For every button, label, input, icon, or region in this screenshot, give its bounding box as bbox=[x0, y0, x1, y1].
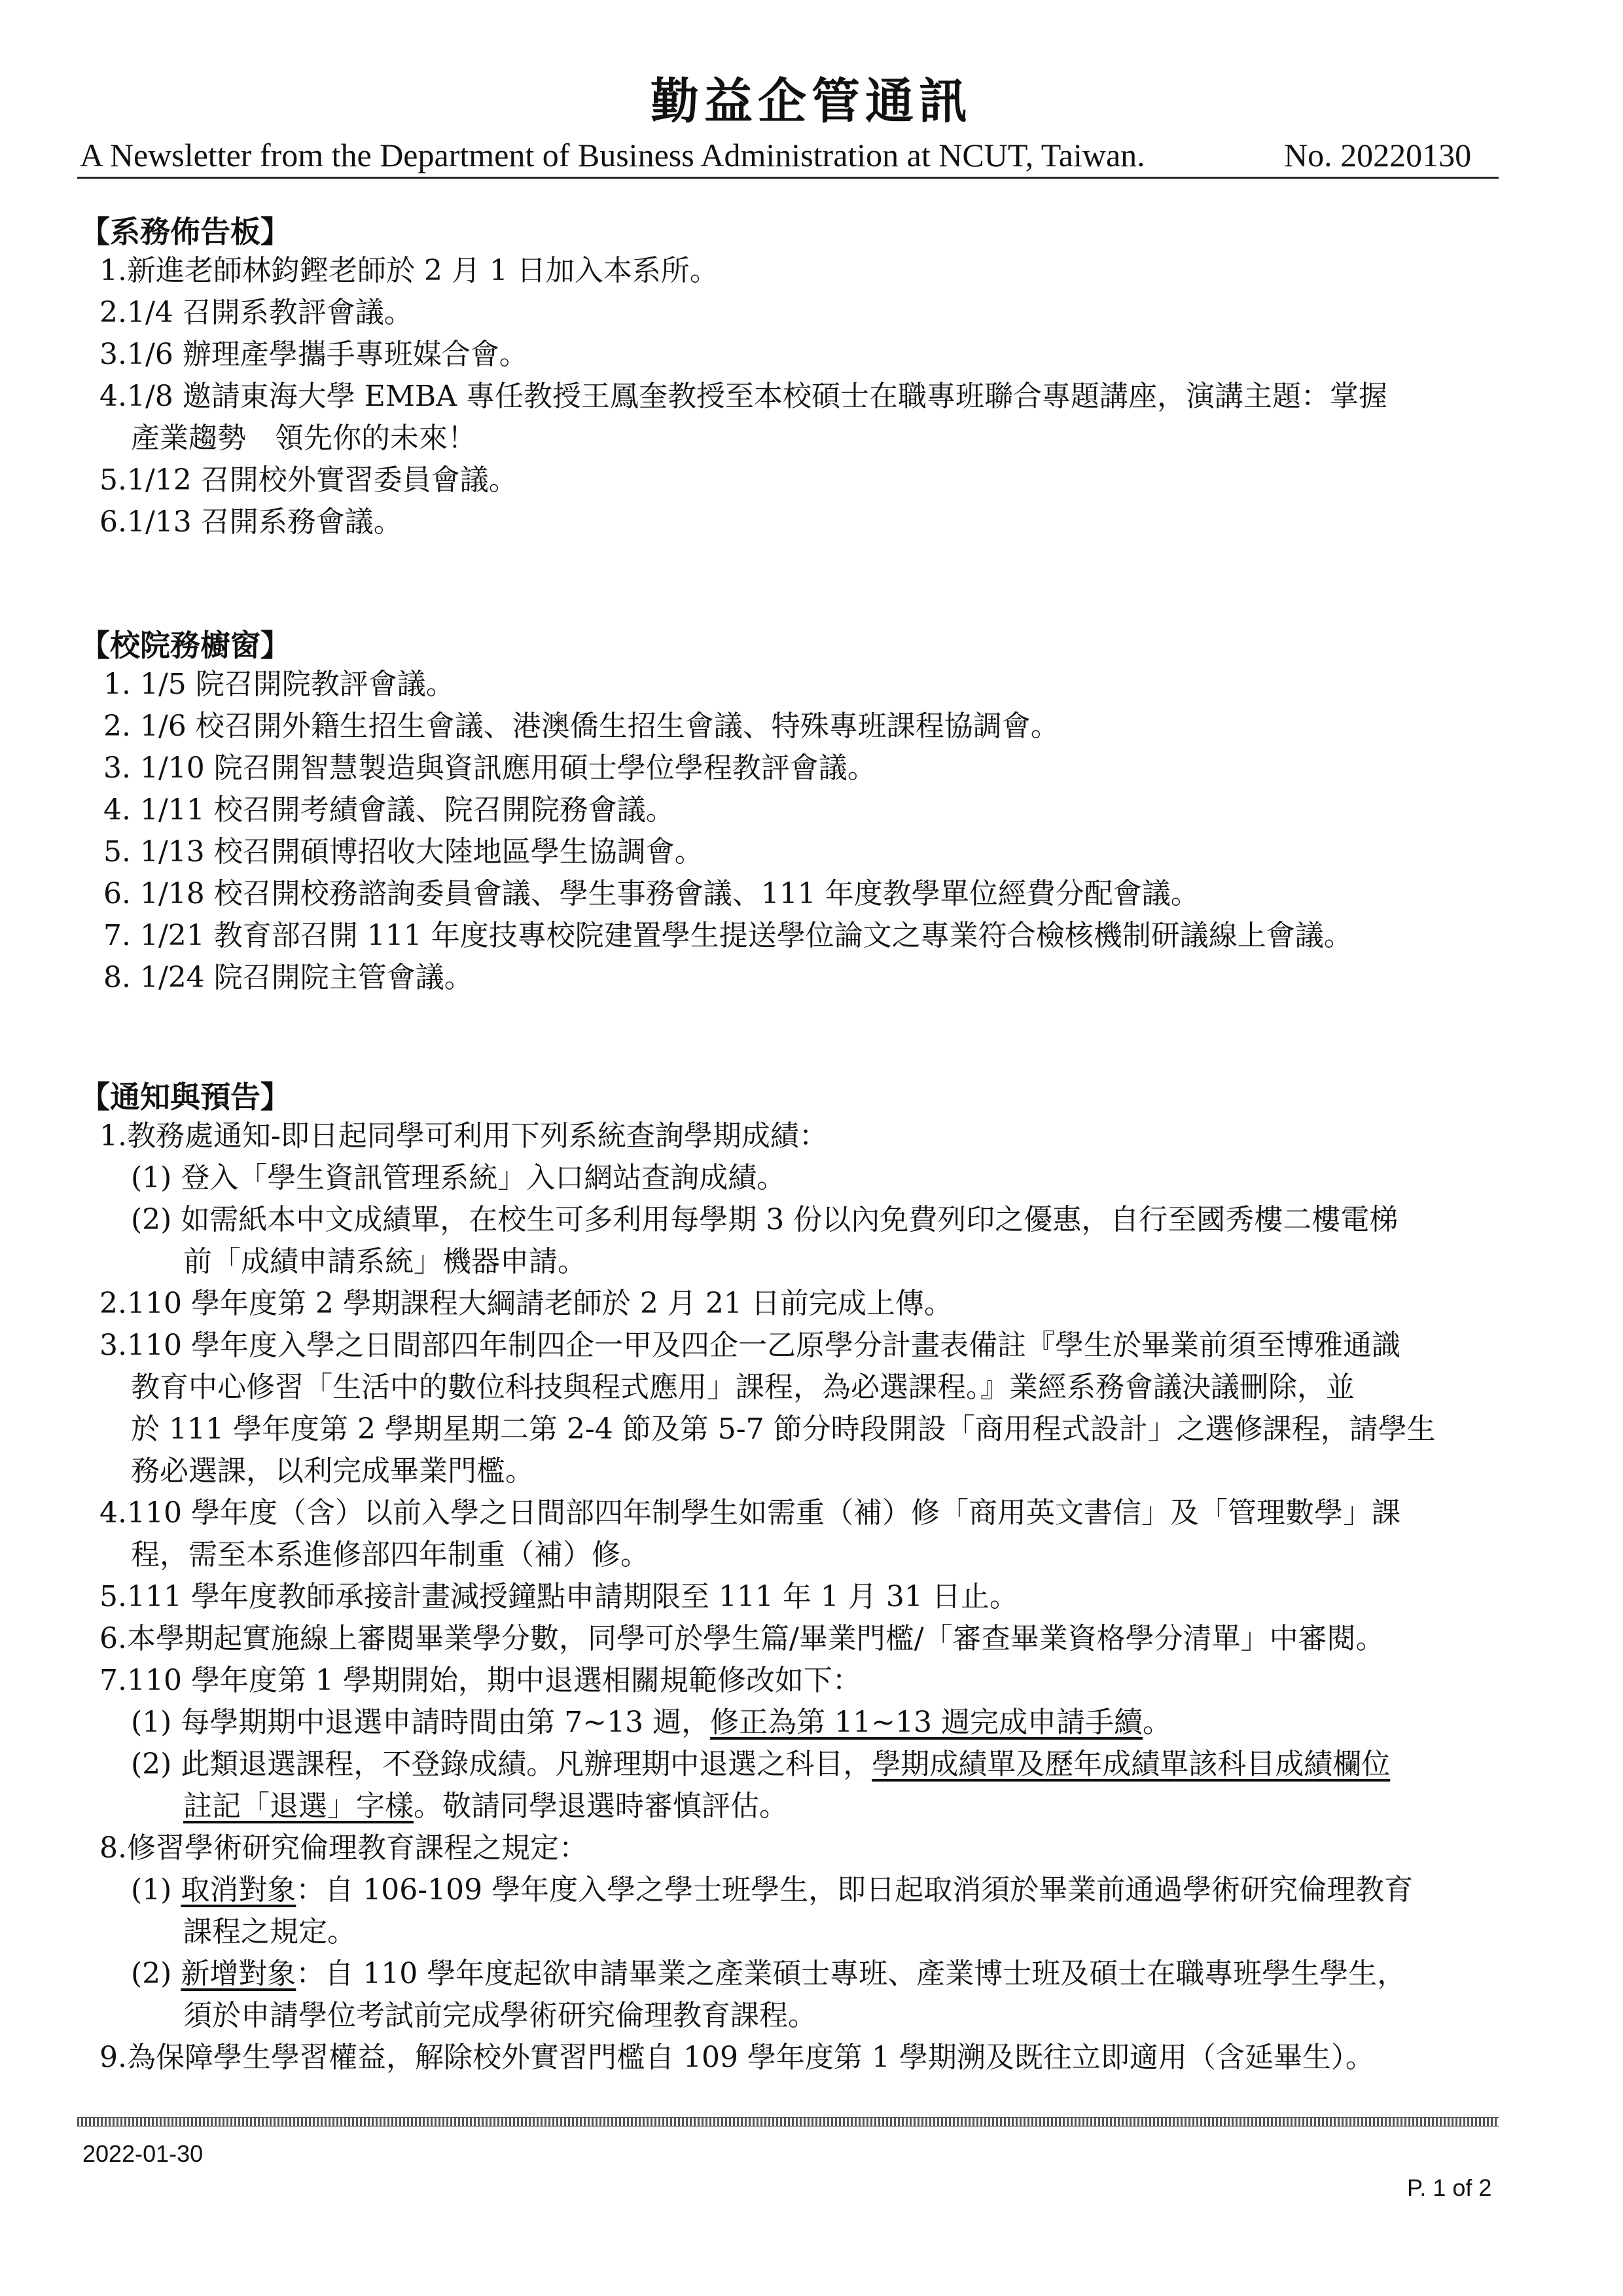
section-heading-dept: 【系務佈告板】 bbox=[80, 214, 291, 249]
school-item-1: 1. 1/5 院召開院教評會議。 bbox=[103, 668, 455, 701]
footer-date: 2022-01-30 bbox=[82, 2140, 204, 2167]
notice-item-7-sub-1-underlined: 修正為第 11~13 週完成申請手續 bbox=[710, 1706, 1143, 1739]
notice-item-8-sub-1-cont: 課程之規定。 bbox=[183, 1915, 356, 1948]
notice-item-4: 4.110 學年度（含）以前入學之日間部四年制學生如需重（補）修「商用英文書信」及「管理數學」課 bbox=[99, 1496, 1400, 1530]
notice-item-3-cont-2: 於 111 學年度第 2 學期星期二第 2-4 節及第 5-7 節分時段開設「商用程式設計」之選修課程，請學生 bbox=[131, 1412, 1436, 1446]
dept-item-4-cont: 產業趨勢 領先你的未來！ bbox=[131, 422, 476, 455]
notice-item-8-sub-2-text: ：自 110 學年度起欲申請畢業之產業碩士專班、產業博士班及碩士在職專班學生學生， bbox=[296, 1957, 1406, 1990]
notice-item-8-sub-1 bbox=[131, 1869, 1413, 1911]
notice-item-8-sub-2 bbox=[131, 1953, 1406, 1995]
footer-divider bbox=[77, 2117, 1499, 2126]
notice-item-1-sub-2: (2) 如需紙本中文成績單，在校生可多利用每學期 3 份以內免費列印之優惠，自行至國秀樓二樓電梯 bbox=[131, 1203, 1399, 1236]
notice-item-5: 5.111 學年度教師承接計畫減授鐘點申請期限至 111 年 1 月 31 日止。 bbox=[99, 1580, 1018, 1613]
section-heading-notice: 【通知與預告】 bbox=[80, 1079, 291, 1115]
notice-item-1: 1.教務處通知-即日起同學可利用下列系統查詢學期成績： bbox=[99, 1119, 828, 1153]
notice-item-2: 2.110 學年度第 2 學期課程大綱請老師於 2 月 21 日前完成上傳。 bbox=[99, 1287, 953, 1320]
notice-item-7-sub-2-cont bbox=[183, 1785, 788, 1827]
dept-item-1: 1.新進老師林鈞鏗老師於 2 月 1 日加入本系所。 bbox=[99, 254, 719, 287]
school-item-5: 5. 1/13 校召開碩博招收大陸地區學生協調會。 bbox=[103, 835, 704, 869]
section-heading-school: 【校院務櫥窗】 bbox=[80, 628, 291, 663]
notice-item-9: 9.為保障學生學習權益，解除校外實習門檻自 109 學年度第 1 學期溯及既往立即適用（含延畢生）。 bbox=[99, 2041, 1374, 2074]
school-item-6: 6. 1/18 校召開校務諮詢委員會議、學生事務會議、111 年度教學單位經費分配會議。 bbox=[103, 877, 1200, 910]
school-item-3: 3. 1/10 院召開智慧製造與資訊應用碩士學位學程教評會議。 bbox=[103, 751, 876, 785]
newsletter-title: 勤益企管通訊 bbox=[651, 73, 972, 130]
notice-item-7-sub-2-text: (2) 此類退選課程，不登錄成績。凡辦理期中退選之科目， bbox=[131, 1748, 872, 1781]
notice-item-8-sub-1-prefix: (1) bbox=[131, 1873, 181, 1907]
notice-item-3: 3.110 學年度入學之日間部四年制四企一甲及四企一乙原學分計畫表備註『學生於畢業前須至博雅通識 bbox=[99, 1329, 1400, 1362]
notice-item-7-sub-2-cont-underlined: 註記「退選」字樣 bbox=[183, 1789, 414, 1823]
notice-item-3-cont-3: 務必選課，以利完成畢業門檻。 bbox=[131, 1454, 534, 1488]
notice-item-7-sub-2 bbox=[131, 1744, 1390, 1785]
dept-item-5: 5.1/12 召開校外實習委員會議。 bbox=[99, 463, 518, 497]
notice-item-8: 8.修習學術研究倫理教育課程之規定： bbox=[99, 1831, 588, 1865]
notice-item-3-cont-1: 教育中心修習「生活中的數位科技與程式應用」課程，為必選課程。』業經系務會議決議刪除，並 bbox=[131, 1371, 1355, 1404]
notice-item-8-sub-1-text: ：自 106-109 學年度入學之學士班學生，即日起取消須於畢業前通過學術研究倫理教育 bbox=[296, 1873, 1414, 1907]
notice-item-7: 7.110 學年度第 1 學期開始，期中退選相關規範修改如下： bbox=[99, 1664, 861, 1697]
notice-item-1-sub-2-cont: 前「成績申請系統」機器申請。 bbox=[183, 1245, 586, 1278]
newsletter-subtitle bbox=[80, 136, 1472, 174]
header-divider bbox=[77, 177, 1499, 179]
school-item-8: 8. 1/24 院召開院主管會議。 bbox=[103, 961, 473, 994]
notice-item-8-sub-1-underlined: 取消對象 bbox=[181, 1873, 296, 1907]
notice-item-7-sub-1-end: 。 bbox=[1142, 1706, 1171, 1739]
notice-item-8-sub-2-cont: 須於申請學位考試前完成學術研究倫理教育課程。 bbox=[183, 1999, 817, 2032]
issue-number: No. 20220130 bbox=[1284, 137, 1472, 173]
notice-item-6: 6.本學期起實施線上審閱畢業學分數，同學可於學生篇/畢業門檻/「審查畢業資格學分清單」中審閱。 bbox=[99, 1622, 1385, 1655]
notice-item-8-sub-2-prefix: (2) bbox=[131, 1957, 181, 1990]
page-number: P. 1 of 2 bbox=[1407, 2174, 1492, 2201]
dept-item-6: 6.1/13 召開系務會議。 bbox=[99, 505, 402, 539]
school-item-7: 7. 1/21 教育部召開 111 年度技專校院建置學生提送學位論文之專業符合檢核機制研議線上會議。 bbox=[103, 919, 1353, 952]
subtitle-text: A Newsletter from the Department of Business Administration at NCUT, Taiwan. bbox=[80, 137, 1145, 173]
school-item-2: 2. 1/6 校召開外籍生招生會議、港澳僑生招生會議、特殊專班課程協調會。 bbox=[103, 709, 1060, 743]
dept-item-4: 4.1/8 邀請東海大學 EMBA 專任教授王鳳奎教授至本校碩士在職專班聯合專題講座，演講主題：掌握 bbox=[99, 380, 1388, 413]
notice-item-1-sub-1: (1) 登入「學生資訊管理系統」入口網站查詢成績。 bbox=[131, 1161, 786, 1194]
notice-item-7-sub-1 bbox=[131, 1702, 1171, 1744]
notice-item-7-sub-2-underlined: 學期成績單及歷年成績單該科目成績欄位 bbox=[872, 1748, 1391, 1781]
dept-item-3: 3.1/6 辦理產學攜手專班媒合會。 bbox=[99, 338, 528, 371]
notice-item-4-cont: 程，需至本系進修部四年制重（補）修。 bbox=[131, 1538, 649, 1571]
school-item-4: 4. 1/11 校召開考績會議、院召開院務會議。 bbox=[103, 793, 675, 827]
notice-item-7-sub-2-cont-text: 。敬請同學退選時審慎評估。 bbox=[414, 1789, 788, 1823]
notice-item-7-sub-1-text: (1) 每學期期中退選申請時間由第 7~13 週， bbox=[131, 1706, 711, 1739]
notice-item-8-sub-2-underlined: 新增對象 bbox=[181, 1957, 296, 1990]
dept-item-2: 2.1/4 召開系教評會議。 bbox=[99, 296, 413, 329]
